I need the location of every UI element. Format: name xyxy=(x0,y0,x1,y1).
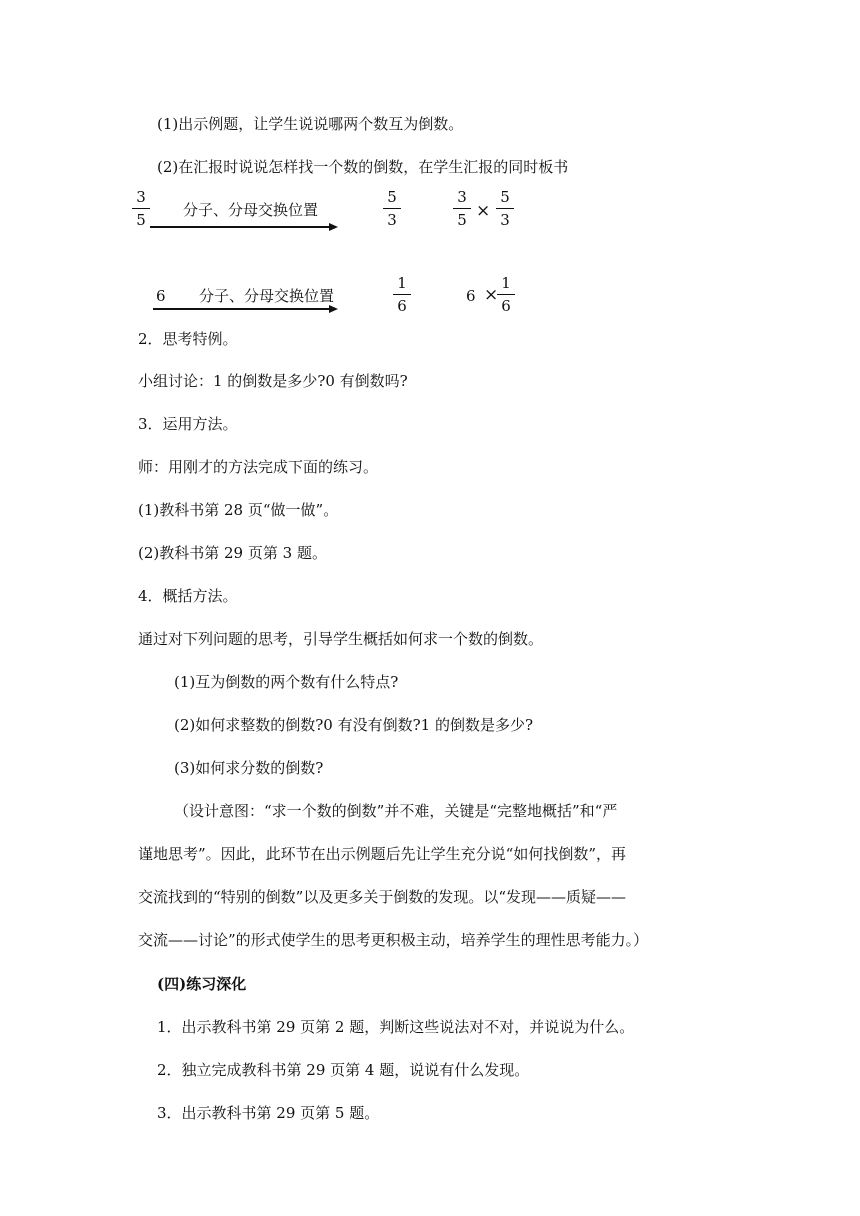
fraction-1-6-product: 1 6 xyxy=(496,274,516,315)
step-show-example: (1)出示例题，让学生说说哪两个数互为倒数。 xyxy=(157,115,464,133)
guide-paragraph: 通过对下列问题的思考，引导学生概括如何求一个数的倒数。 xyxy=(138,630,544,648)
whole-number-6-product: 6 xyxy=(466,287,476,305)
board-label-swap: 分子、分母交换位置 xyxy=(199,287,335,305)
exercise-item: (1)教科书第 28 页“做一做”。 xyxy=(138,501,339,519)
step-report-method: (2)在汇报时说说怎样找一个数的倒数，在学生汇报的同时板书 xyxy=(157,158,569,176)
design-intent-line: （设计意图：“求一个数的倒数”并不难，关键是“完整地概括”和“严 xyxy=(174,802,618,820)
arrow-right-icon xyxy=(150,226,336,228)
times-icon: × xyxy=(476,201,491,221)
practice-item: 2．独立完成教科书第 29 页第 4 题，说说有什么发现。 xyxy=(157,1061,530,1079)
section-apply-method: 3．运用方法。 xyxy=(138,415,238,433)
teacher-instruction: 师：用刚才的方法完成下面的练习。 xyxy=(138,458,379,476)
whole-number-6: 6 xyxy=(156,287,166,305)
arrow-right-icon xyxy=(153,308,336,310)
times-icon: × xyxy=(484,285,499,305)
question-item: (3)如何求分数的倒数? xyxy=(174,759,324,777)
fraction-5-3-product: 5 3 xyxy=(495,188,515,229)
design-intent-line: 交流——讨论”的形式使学生的思考更积极主动，培养学生的理性思考能力。） xyxy=(138,931,649,949)
exercise-item: (2)教科书第 29 页第 3 题。 xyxy=(138,544,327,562)
question-item: (2)如何求整数的倒数?0 有没有倒数?1 的倒数是多少? xyxy=(174,716,533,734)
board-label-swap: 分子、分母交换位置 xyxy=(183,201,319,219)
fraction-3-5-product: 3 5 xyxy=(452,188,472,229)
section-summarize-method: 4．概括方法。 xyxy=(138,587,238,605)
fraction-3-5: 3 5 xyxy=(131,188,151,229)
section-heading-practice: (四)练习深化 xyxy=(157,975,247,993)
practice-item: 1．出示教科书第 29 页第 2 题，判断这些说法对不对，并说说为什么。 xyxy=(157,1018,635,1036)
question-item: (1)互为倒数的两个数有什么特点? xyxy=(174,673,399,691)
fraction-1-6: 1 6 xyxy=(392,274,412,315)
design-intent-line: 谨地思考”。因此，此环节在出示例题后先让学生充分说“如何找倒数”，再 xyxy=(138,845,627,863)
practice-item: 3．出示教科书第 29 页第 5 题。 xyxy=(157,1104,380,1122)
section-think-special: 2．思考特例。 xyxy=(138,330,238,348)
design-intent-line: 交流找到的“特别的倒数”以及更多关于倒数的发现。以“发现——质疑—— xyxy=(138,888,627,906)
group-discussion: 小组讨论：1 的倒数是多少?0 有倒数吗? xyxy=(138,372,408,390)
fraction-5-3: 5 3 xyxy=(382,188,402,229)
